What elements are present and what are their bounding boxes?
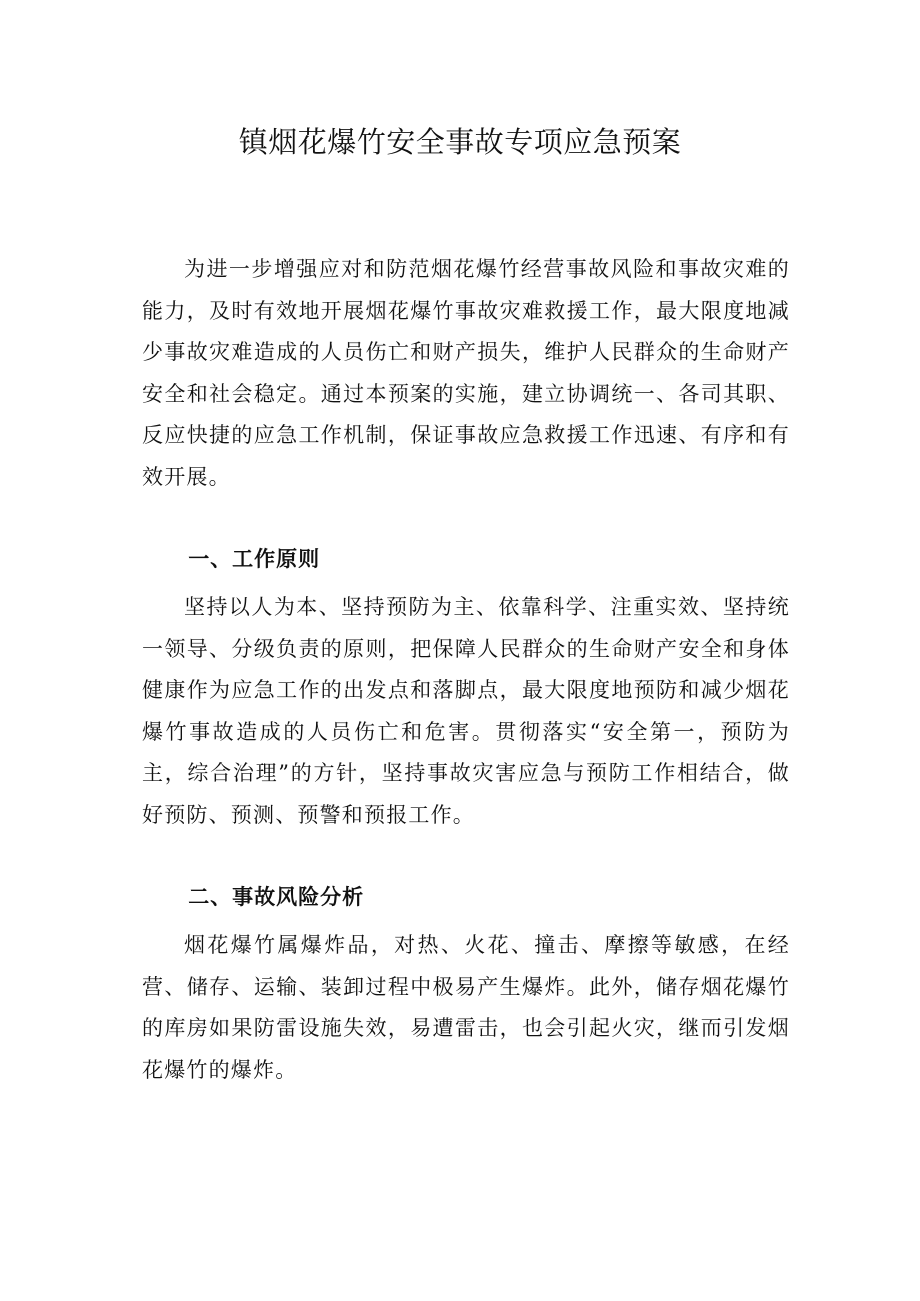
document-title: 镇烟花爆竹安全事故专项应急预案	[238, 125, 682, 159]
section-heading-risk-analysis: 二、事故风险分析	[188, 885, 365, 909]
section-paragraph-principles: 坚持以人为本、坚持预防为主、依靠科学、注重实效、坚持统一领导、分级负责的原则，把保障人民群众的生命财产安全和身体健康作为应急工作的出发点和落脚点，最大限度地预防和减少烟花爆竹事故造成的人员伤亡和危害。贯彻落实“安全第一，预防为主，综合治理”的方针，坚持事故灾害应急与预防工作相结合，做好预防、预测、预警和预报工作。	[142, 595, 790, 827]
section-paragraph-risk-analysis: 烟花爆竹属爆炸品，对热、火花、撞击、摩擦等敏感，在经营、储存、运输、装卸过程中极易产生爆炸。此外，储存烟花爆竹的库房如果防雷设施失效，易遭雷击，也会引起火灾，继而引发烟花爆竹的爆炸。	[142, 933, 790, 1082]
section-heading-principles: 一、工作原则	[188, 547, 321, 571]
intro-paragraph: 为进一步增强应对和防范烟花爆竹经营事故风险和事故灾难的能力，及时有效地开展烟花爆竹事故灾难救援工作，最大限度地减少事故灾难造成的人员伤亡和财产损失，维护人民群众的生命财产安全和社会稳定。通过本预案的实施，建立协调统一、各司其职、反应快捷的应急工作机制，保证事故应急救援工作迅速、有序和有效开展。	[142, 257, 790, 489]
